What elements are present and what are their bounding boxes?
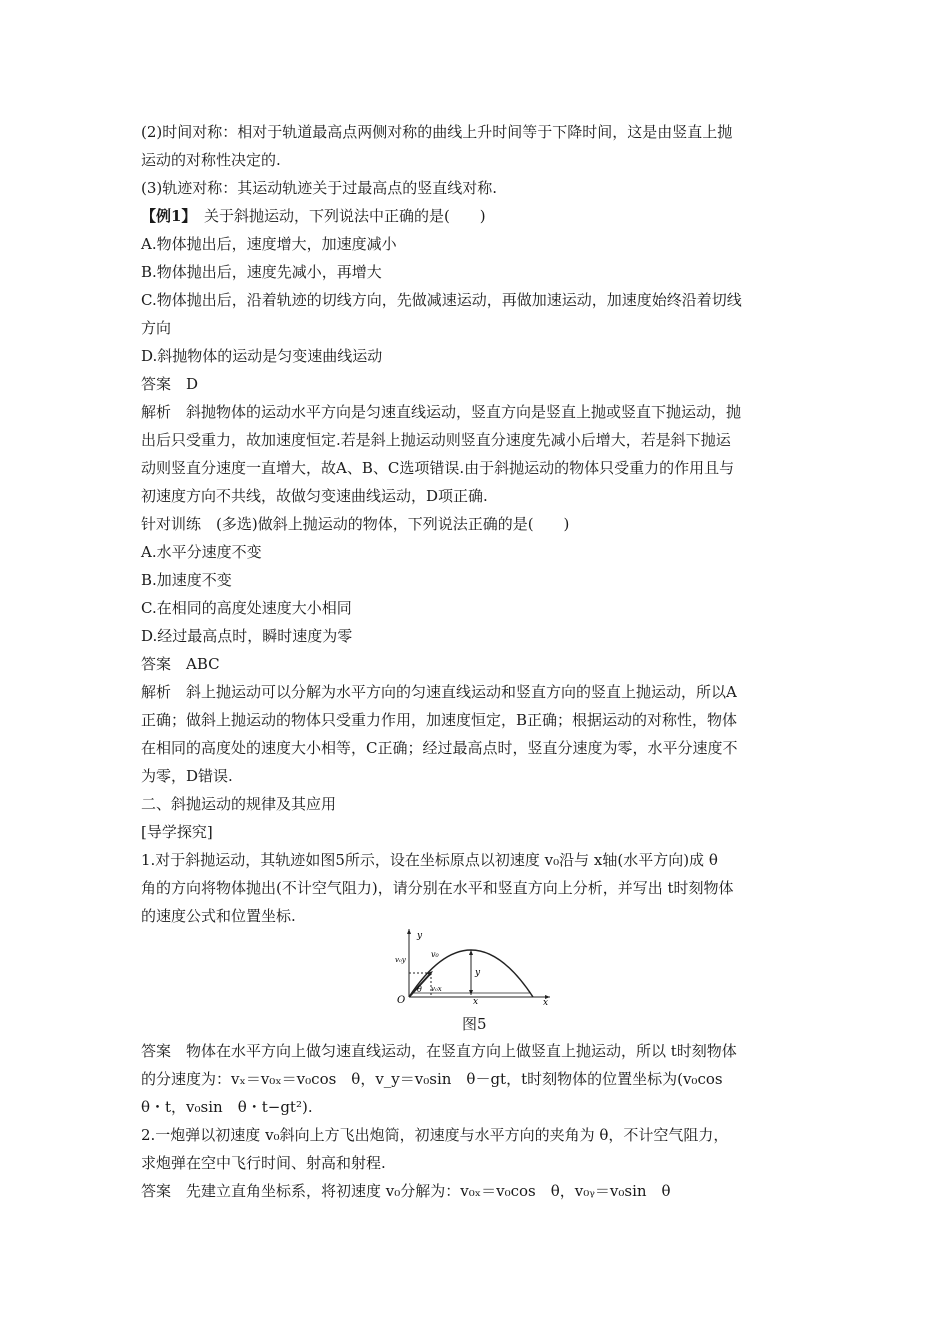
question-1: 角的方向将物体抛出(不计空气阻力)，请分别在水平和竖直方向上分析，并写出 t时刻物体: [141, 879, 734, 897]
question-2: 求炮弹在空中飞行时间、射高和射程.: [141, 1154, 386, 1172]
v0y-label: v₀y: [395, 956, 406, 964]
example-tag: 【例1】: [141, 207, 189, 225]
question-1: 1.对于斜抛运动，其轨迹如图5所示，设在坐标原点以初速度 v₀沿与 x轴(水平方向)成 θ: [141, 851, 718, 869]
y-axis-arrow: [407, 929, 411, 934]
answer: 答案 物体在水平方向上做匀速直线运动，在竖直方向上做竖直上抛运动，所以 t时刻物体: [141, 1042, 737, 1060]
answer: 答案 D: [141, 375, 199, 393]
x-axis-label: x: [543, 998, 549, 1005]
origin-label: O: [397, 995, 406, 1005]
practice-question: 针对训练 (多选)做斜上抛运动的物体，下列说法正确的是( ): [141, 515, 570, 533]
option-a: A.物体抛出后，速度增大，加速度减小: [141, 235, 397, 253]
answer: 的分速度为：vₓ＝v₀ₓ＝v₀cos θ，v_y＝v₀sin θ－gt，t时刻物体的位置坐标为(v₀cos: [141, 1070, 723, 1088]
option-b: B.加速度不变: [141, 571, 232, 589]
option-c: C.物体抛出后，沿着轨迹的切线方向，先做减速运动，再做加速运动，加速度始终沿着切线: [141, 291, 742, 309]
height-label: y: [475, 968, 481, 978]
question-2: 2.一炮弹以初速度 v₀斜向上方飞出炮筒，初速度与水平方向的夹角为 θ，不计空气阻力，: [141, 1126, 729, 1144]
figure-caption: 图5: [462, 1015, 487, 1033]
theta-label: θ: [417, 985, 422, 994]
analysis: 初速度方向不共线，故做匀变速曲线运动，D项正确.: [141, 487, 488, 505]
option-d: D.斜抛物体的运动是匀变速曲线运动: [141, 347, 383, 365]
answer: θ・t，v₀sin θ・t−gt²).: [141, 1098, 313, 1116]
range-label: x: [473, 997, 479, 1005]
text-line: 运动的对称性决定的.: [141, 151, 281, 169]
answer: 答案 ABC: [141, 655, 220, 673]
question-1: 的速度公式和位置坐标.: [141, 907, 296, 925]
projectile-figure: [395, 925, 555, 1005]
analysis: 出后只受重力，故加速度恒定.若是斜上抛运动则竖直分速度先减小后增大，若是斜下抛运: [141, 431, 731, 449]
option-b: B.物体抛出后，速度先减小，再增大: [141, 263, 382, 281]
analysis: 在相同的高度处的速度大小相等，C正确；经过最高点时，竖直分速度为零，水平分速度不: [141, 739, 738, 757]
v0x-label: v₀x: [431, 985, 442, 993]
analysis: 解析 斜抛物体的运动水平方向是匀速直线运动，竖直方向是竖直上抛或竖直下抛运动，抛: [141, 403, 742, 421]
trajectory-diagram: [395, 925, 555, 1005]
answer: 答案 先建立直角坐标系，将初速度 v₀分解为：v₀ₓ＝v₀cos θ，v₀ᵧ＝v₀sin θ: [141, 1182, 671, 1200]
analysis: 动则竖直分速度一直增大，故A、B、C选项错误.由于斜抛运动的物体只受重力的作用且与: [141, 459, 735, 477]
text-line: (2)时间对称：相对于轨道最高点两侧对称的曲线上升时间等于下降时间，这是由竖直上抛: [141, 123, 733, 141]
v0-label: v₀: [431, 950, 439, 959]
option-c: C.在相同的高度处速度大小相同: [141, 599, 352, 617]
section-heading: 二、斜抛运动的规律及其应用: [141, 795, 337, 813]
subsection-heading: [导学探究]: [141, 823, 213, 841]
analysis: 为零，D错误.: [141, 767, 233, 785]
option-d: D.经过最高点时，瞬时速度为零: [141, 627, 353, 645]
height-arrow-up: [469, 950, 473, 955]
option-c-cont: 方向: [141, 319, 172, 337]
example-heading: [141, 206, 486, 226]
height-arrow-down: [469, 990, 473, 995]
option-a: A.水平分速度不变: [141, 543, 262, 561]
text-line: (3)轨迹对称：其运动轨迹关于过最高点的竖直线对称.: [141, 179, 498, 197]
analysis: 解析 斜上抛运动可以分解为水平方向的匀速直线运动和竖直方向的竖直上抛运动，所以A: [141, 683, 737, 701]
y-axis-label: y: [417, 931, 423, 941]
analysis: 正确；做斜上抛运动的物体只受重力作用，加速度恒定，B正确；根据运动的对称性，物体: [141, 711, 738, 729]
example-question: 关于斜抛运动，下列说法中正确的是( ): [203, 207, 486, 225]
